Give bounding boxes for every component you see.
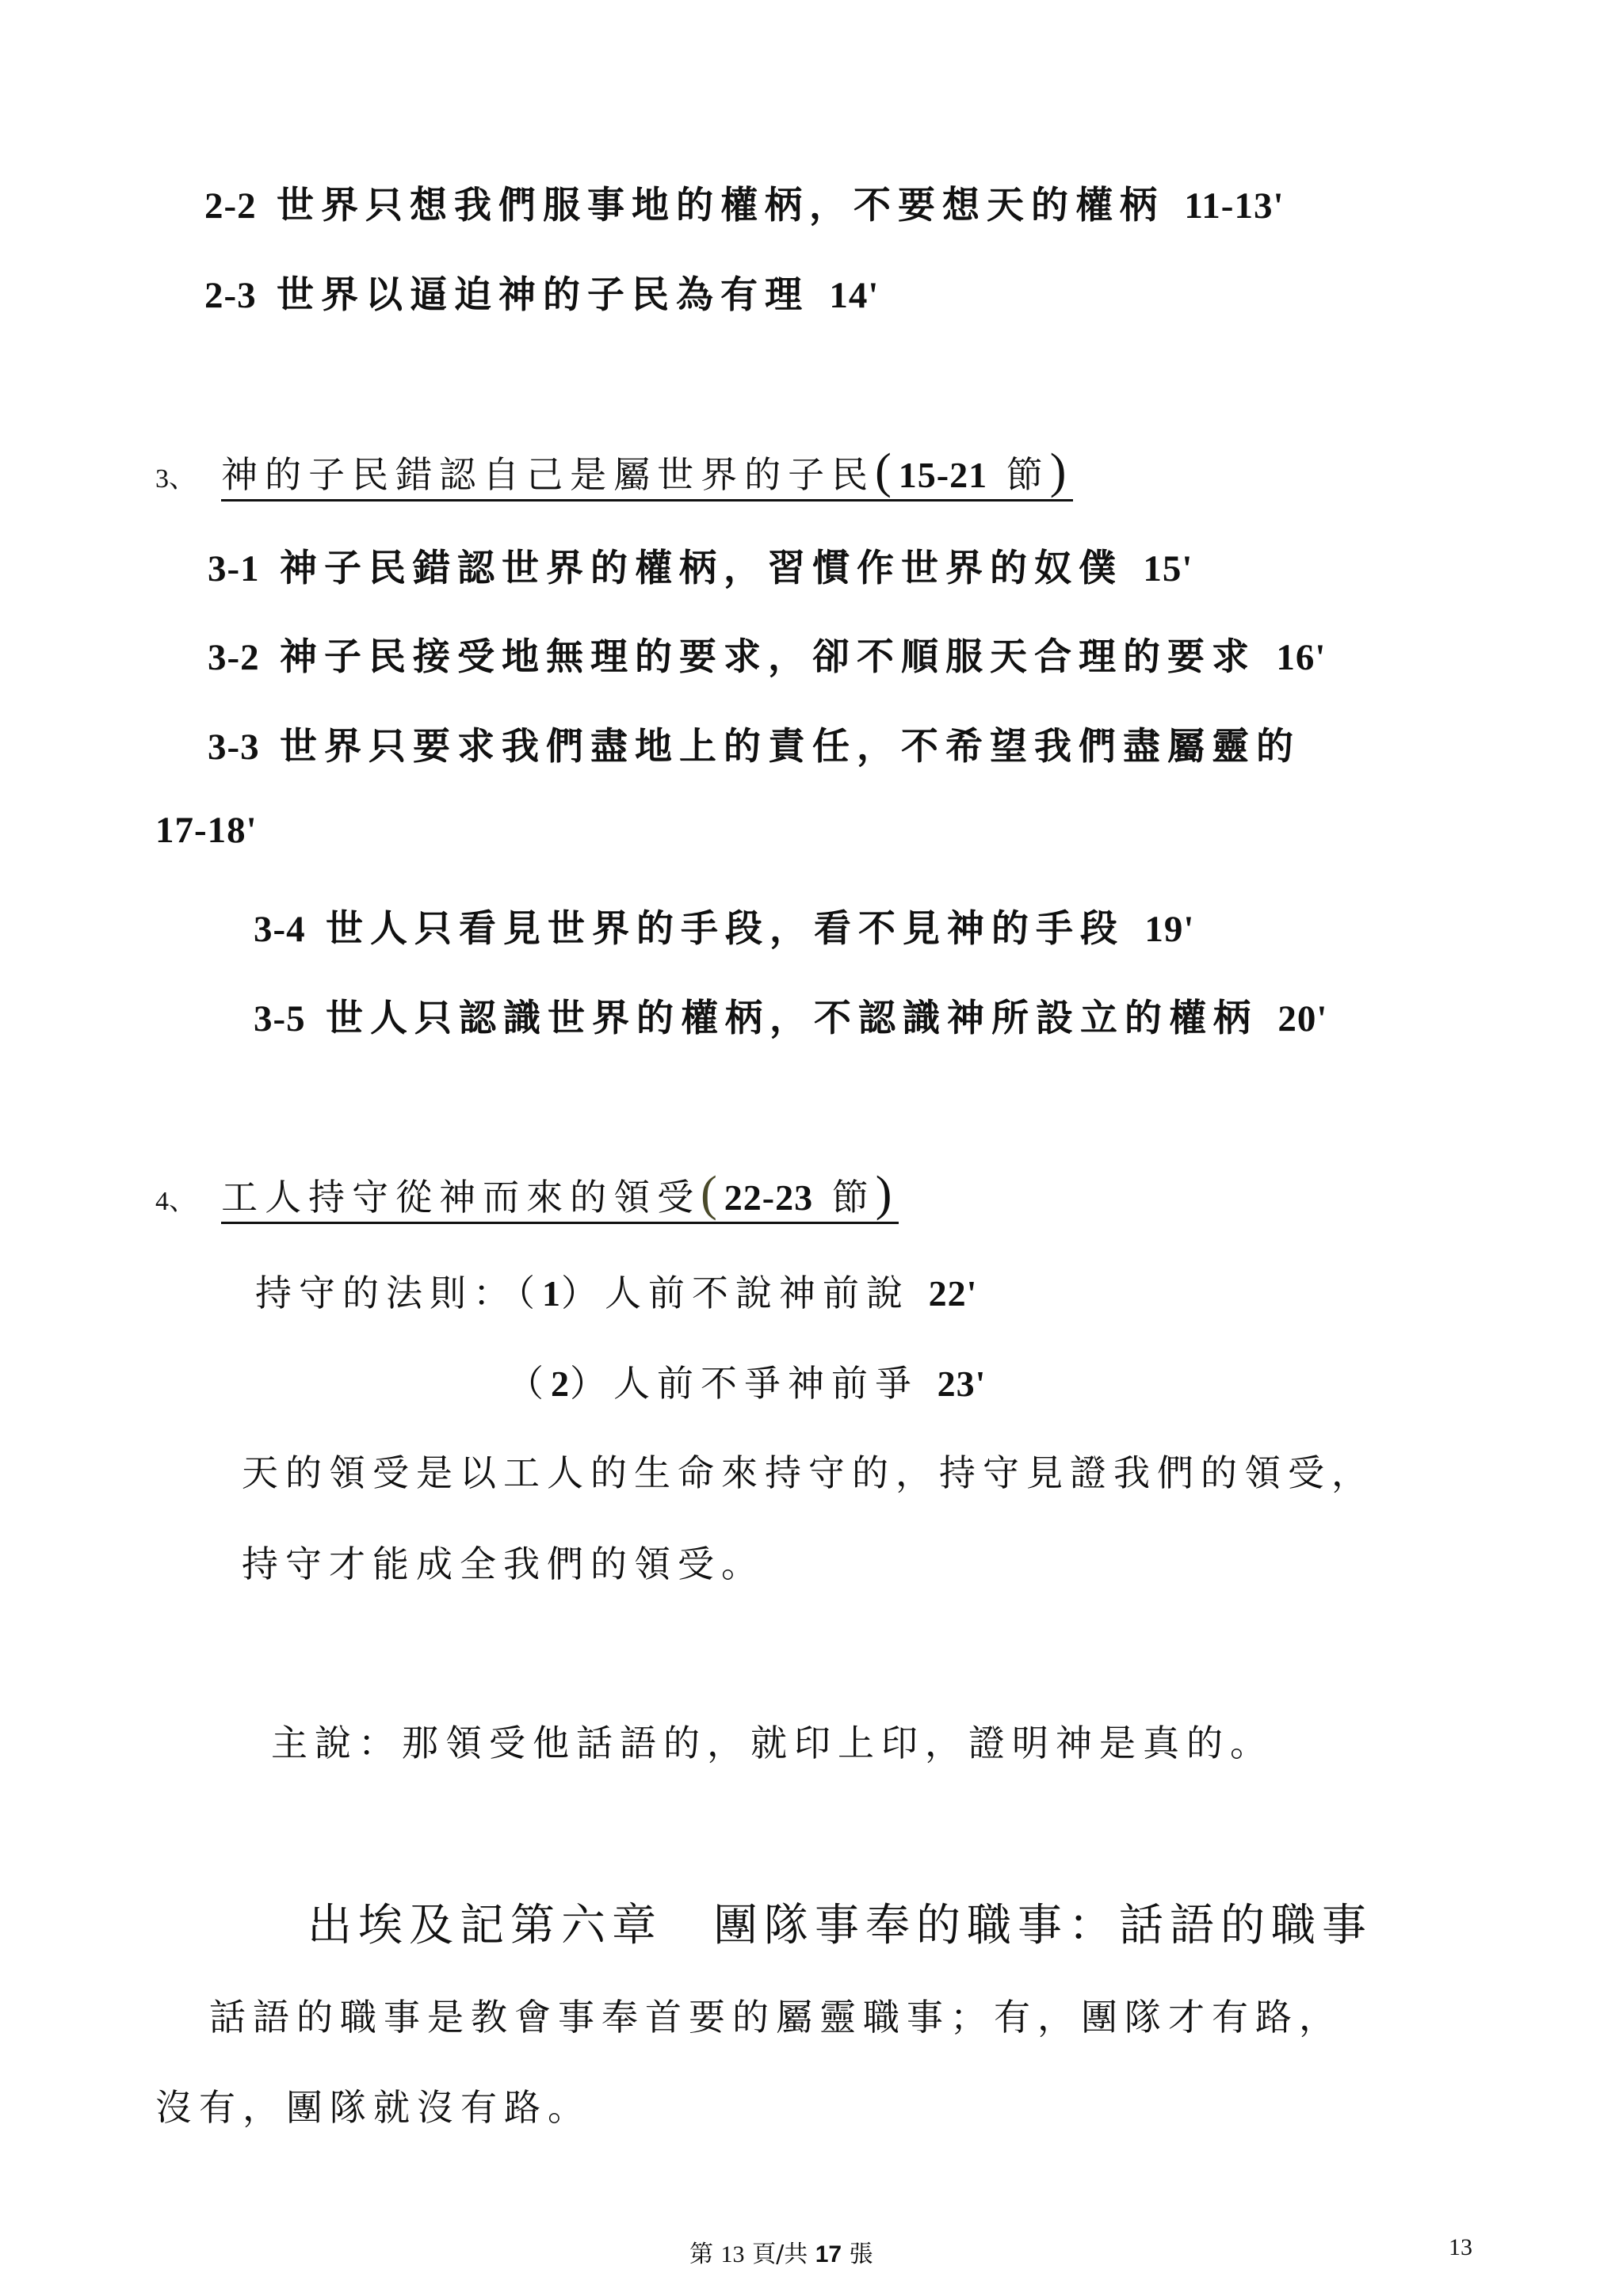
corner-page-text: 13 [1449, 2234, 1472, 2260]
outline-item-3-2 [208, 627, 1326, 681]
section-title [221, 1167, 899, 1224]
item-text: 世界以逼迫神的子民為有理 [256, 273, 830, 317]
verse-ref: 19' [1144, 909, 1195, 950]
item-number: 3-5 [254, 998, 306, 1039]
principle-number: 2 [551, 1363, 570, 1404]
verse-unit: 節 [987, 453, 1050, 496]
open-paren: ( [875, 444, 899, 498]
verse-range: 15-21 [898, 455, 988, 495]
open-paren: ( [701, 1167, 724, 1221]
page-suffix: 張 [842, 2241, 873, 2268]
chapter-title: 出埃及記第六章 團隊事奉的職事：話語的職事 [307, 1900, 1373, 1951]
close-paren: ) [875, 1167, 899, 1221]
lord-quote [271, 1714, 1274, 1767]
section-4-heading [155, 1166, 899, 1222]
section-marker: 3、 [155, 464, 196, 494]
closing-text: 沒有，團隊就沒有路。 [155, 2086, 591, 2129]
principle-2 [507, 1355, 986, 1407]
page-counter [689, 2234, 873, 2269]
item-text: 世界只想我們服事地的權柄，不要想天的權柄 [256, 184, 1185, 227]
verse-ref: 20' [1277, 998, 1328, 1039]
principle-1 [255, 1264, 977, 1317]
paragraph-line-1 [242, 1444, 1375, 1497]
principle-text: ）人前不說神前說 [561, 1272, 929, 1314]
item-number: 3-3 [208, 727, 260, 768]
page-prefix: 第 [689, 2241, 721, 2268]
page-number: 13 [720, 2241, 745, 2267]
section-title [221, 444, 1074, 502]
item-number: 2-2 [204, 185, 257, 227]
verse-ref: 16' [1276, 637, 1327, 678]
item-number: 3-2 [208, 637, 260, 678]
principle-number: 1 [542, 1273, 561, 1314]
outline-item-2-3 [204, 265, 879, 318]
closing-line-1 [209, 1989, 1342, 2041]
outline-item-3-5 [254, 989, 1327, 1042]
principle-text: ）人前不爭神前爭 [570, 1362, 938, 1405]
verse-range: 22-23 [724, 1177, 814, 1218]
outline-item-2-2 [204, 176, 1285, 229]
verse-ref: 22' [928, 1273, 978, 1314]
item-number: 3-4 [254, 909, 306, 950]
section-3-heading [155, 444, 1073, 500]
item-number: 2-3 [204, 275, 257, 316]
item-text: 神子民接受地無理的要求，卻不順服天合理的要求 [259, 635, 1277, 679]
verse-ref: 11-13' [1184, 185, 1285, 227]
item-number: 3-1 [208, 548, 260, 589]
paragraph-text: 天的領受是以工人的生命來持守的，持守見證我們的領受， [242, 1451, 1375, 1494]
outline-item-3-3 [208, 717, 1300, 770]
outline-item-3-4 [254, 899, 1194, 952]
section-marker: 4、 [155, 1187, 196, 1216]
verse-ref: 17-18' [155, 810, 258, 851]
quote-text: 主說：那領受他話語的，就印上印，證明神是真的。 [271, 1722, 1274, 1764]
item-text: 神子民錯認世界的權柄，習慣作世界的奴僕 [259, 547, 1144, 590]
item-text: 世界只要求我們盡地上的責任，不希望我們盡屬靈的 [259, 725, 1301, 769]
paragraph-line-2 [242, 1535, 765, 1588]
page-mid: 頁/共 [744, 2241, 815, 2268]
close-paren: ) [1049, 444, 1074, 498]
outline-item-3-3-ref [155, 808, 258, 852]
verse-unit: 節 [813, 1176, 876, 1219]
item-text: 世人只看見世界的手段，看不見神的手段 [305, 907, 1145, 951]
verse-ref: 14' [829, 275, 880, 316]
outline-item-3-1 [208, 539, 1193, 592]
closing-line-2 [155, 2079, 591, 2131]
verse-ref: 15' [1143, 548, 1193, 589]
section-title-text: 工人持守從神而來的領受 [221, 1176, 701, 1219]
section-title-text: 神的子民錯認自己是屬世界的子民 [221, 453, 876, 496]
corner-page-number [1449, 2234, 1472, 2261]
verse-ref: 23' [937, 1363, 987, 1404]
closing-text: 話語的職事是教會事奉首要的屬靈職事；有，團隊才有路， [209, 1996, 1342, 2039]
page-total: 17 [815, 2241, 842, 2267]
paragraph-text: 持守才能成全我們的領受。 [242, 1543, 765, 1585]
principle-open: （ [507, 1362, 551, 1405]
item-text: 世人只認識世界的權柄，不認識神所設立的權柄 [305, 997, 1278, 1040]
chapter-heading [307, 1890, 1373, 1954]
principle-label: 持守的法則：（ [255, 1272, 542, 1314]
